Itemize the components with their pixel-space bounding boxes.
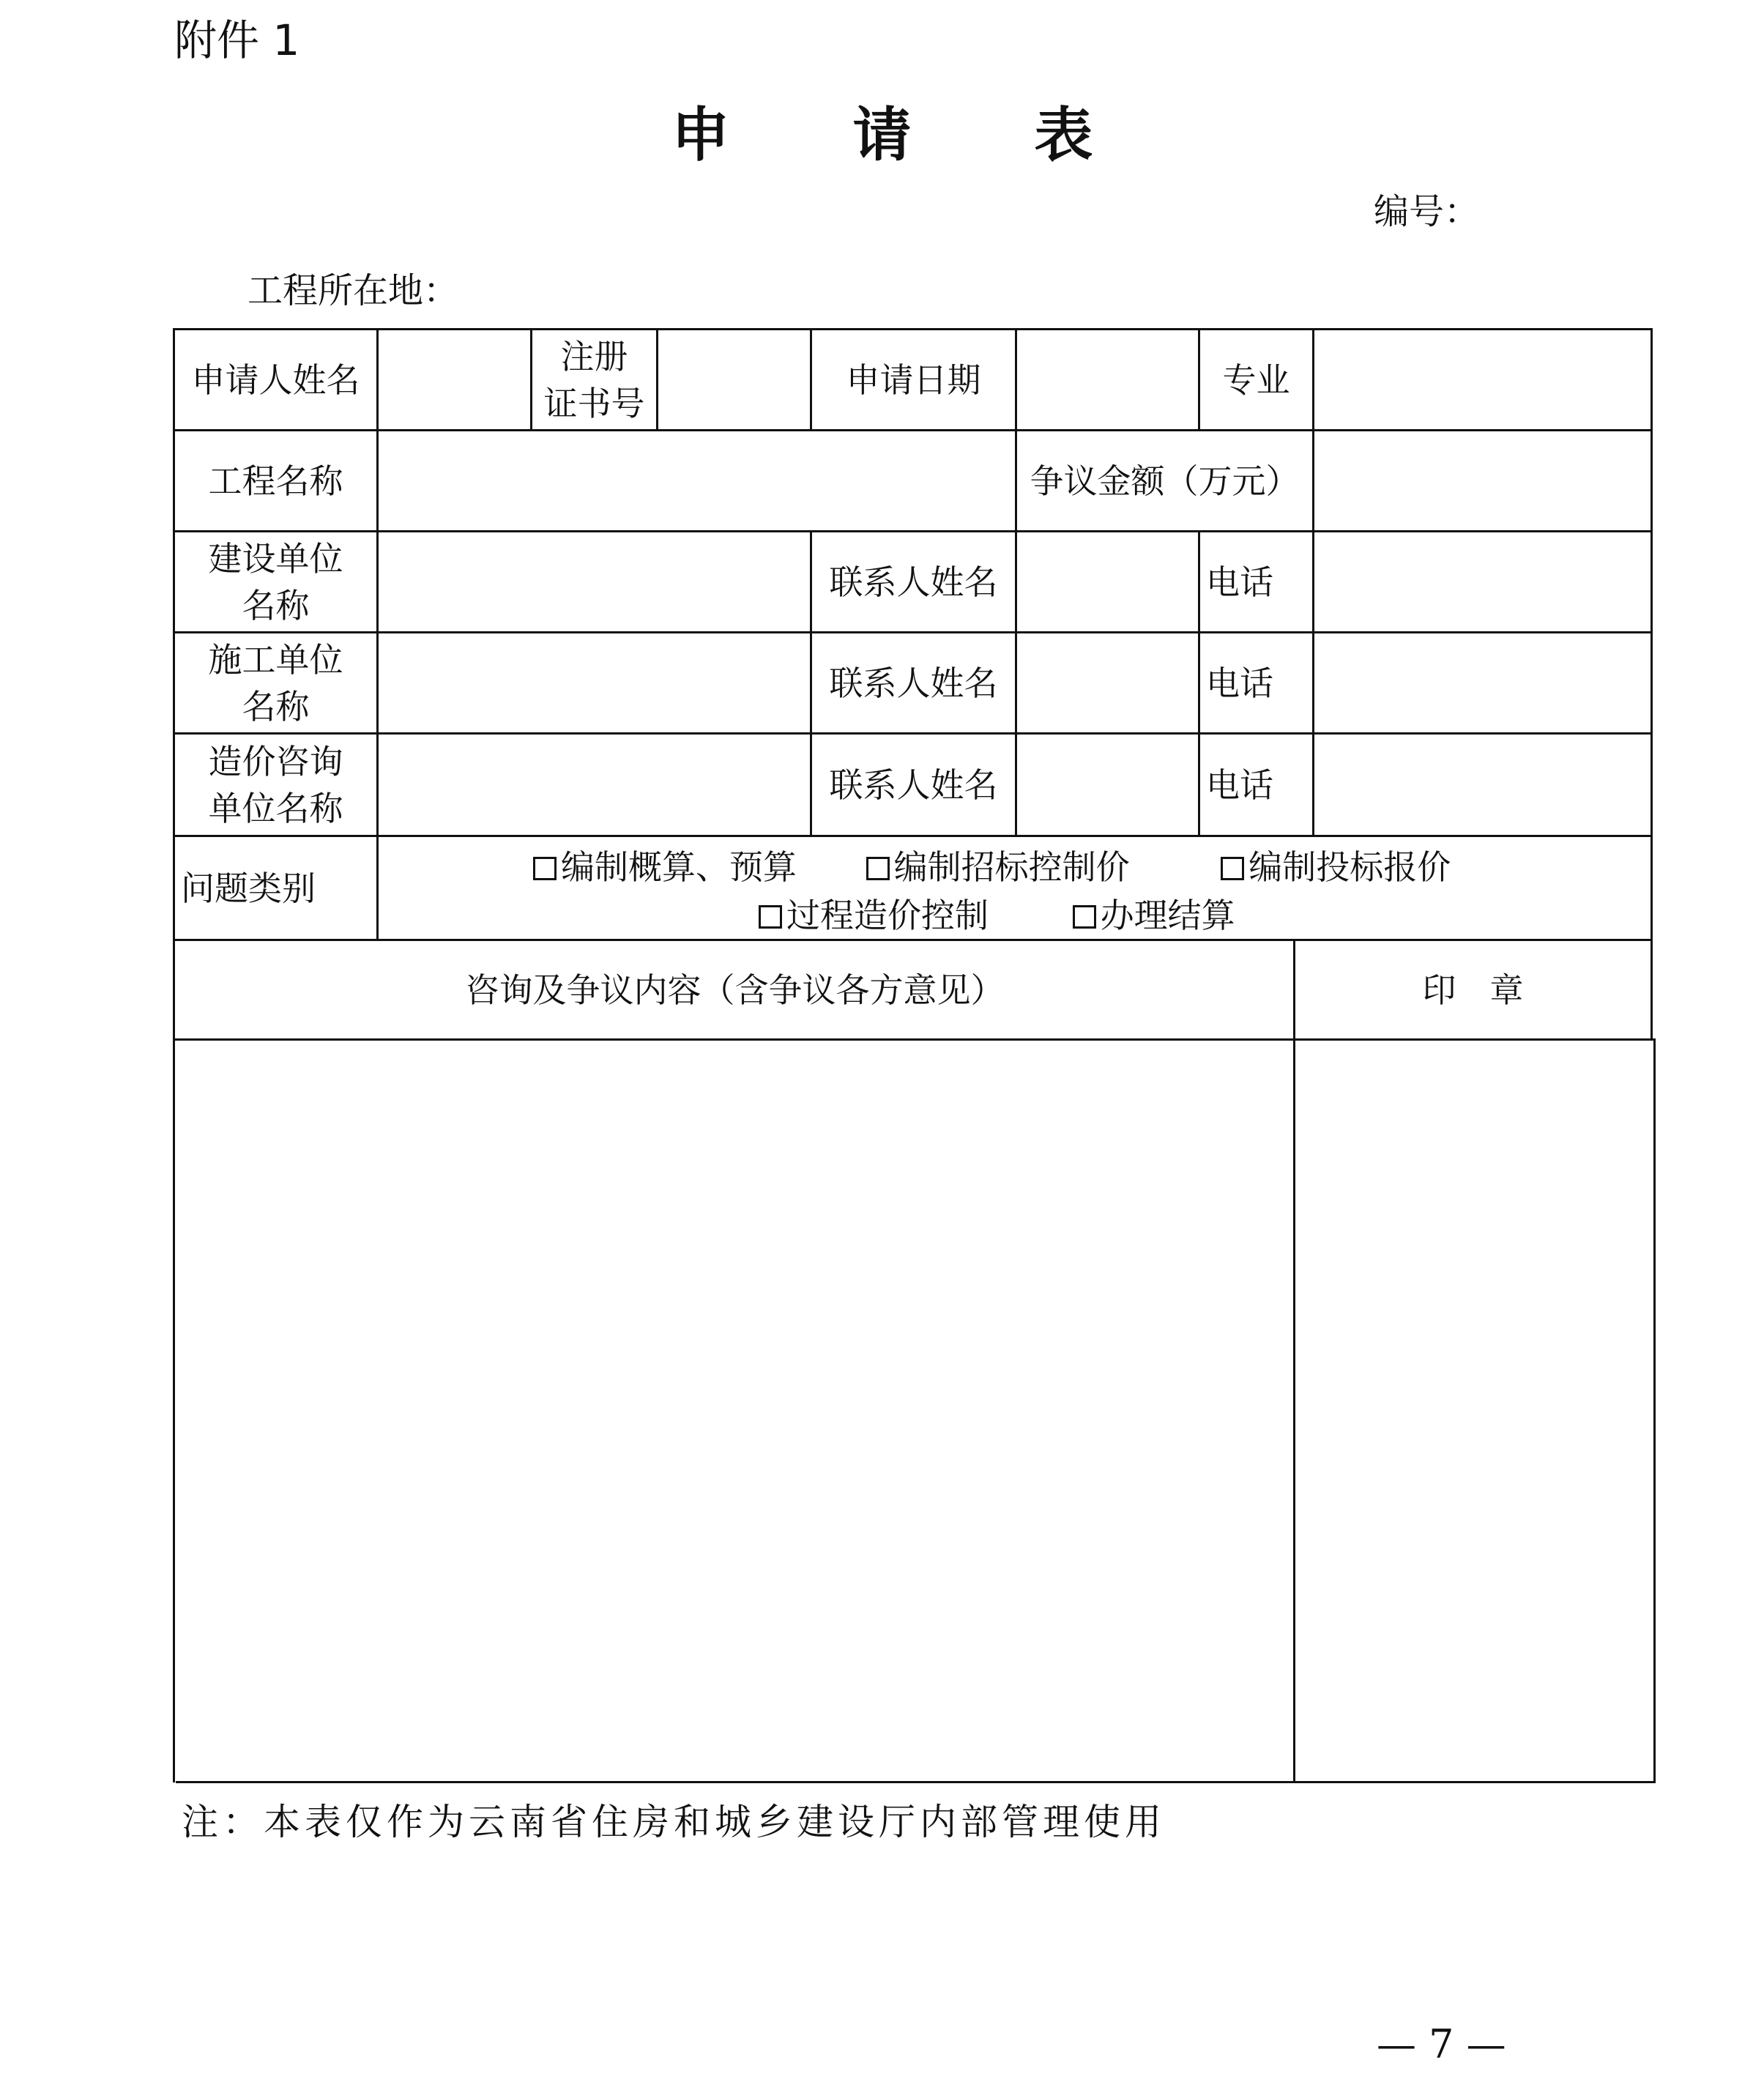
applicant-name-field[interactable] bbox=[379, 330, 530, 429]
attachment-label: 附件 1 bbox=[174, 15, 300, 65]
page-number: — 7 — bbox=[1377, 2021, 1506, 2067]
consultant-label-line2: 单位名称 bbox=[208, 788, 343, 828]
consultant-phone-label: 电话 bbox=[1206, 765, 1273, 805]
seal-field[interactable] bbox=[1295, 1041, 1653, 1781]
issue-option[interactable]: 编制概算、预算 bbox=[533, 841, 797, 889]
certificate-label-line2: 证书号 bbox=[543, 383, 645, 423]
builder-phone-field[interactable] bbox=[1314, 532, 1651, 631]
table-border-bottom bbox=[176, 1781, 1655, 1783]
consultant-unit-field[interactable] bbox=[379, 735, 810, 835]
specialty-label: 专业 bbox=[1222, 360, 1290, 400]
issue-option[interactable]: 编制招标控制价 bbox=[866, 841, 1130, 889]
checkbox-icon[interactable] bbox=[1073, 905, 1096, 929]
serial-number-label: 编号： bbox=[1374, 191, 1480, 232]
constructor-unit-label bbox=[175, 633, 376, 732]
issue-option-row-1 bbox=[533, 841, 1451, 889]
consultant-unit-label bbox=[175, 735, 376, 835]
checkbox-icon[interactable] bbox=[533, 857, 557, 880]
footer-note: 注：本表仅作为云南省住房和城乡建设厅内部管理使用 bbox=[182, 1801, 1166, 1843]
constructor-label-line1: 施工单位 bbox=[208, 639, 343, 680]
issue-option-row-2 bbox=[759, 889, 1235, 937]
constructor-unit-field[interactable] bbox=[379, 633, 810, 732]
applicant-name-label: 申请人姓名 bbox=[191, 360, 360, 400]
consultant-contact-label: 联系人姓名 bbox=[829, 765, 998, 805]
consultant-label-line1: 造价咨询 bbox=[208, 741, 343, 781]
dispute-content-field[interactable] bbox=[176, 1041, 1293, 1781]
certificate-number-field[interactable] bbox=[658, 330, 810, 429]
apply-date-field[interactable] bbox=[1017, 330, 1198, 429]
specialty-field[interactable] bbox=[1314, 330, 1651, 429]
certificate-number-label bbox=[532, 330, 656, 429]
issue-option[interactable]: 编制投标报价 bbox=[1221, 841, 1451, 889]
issue-option[interactable]: 过程造价控制 bbox=[759, 889, 989, 937]
builder-phone-label: 电话 bbox=[1206, 562, 1273, 602]
builder-contact-label: 联系人姓名 bbox=[829, 562, 998, 602]
builder-contact-field[interactable] bbox=[1017, 532, 1198, 631]
consultant-phone-field[interactable] bbox=[1314, 735, 1651, 835]
constructor-contact-label: 联系人姓名 bbox=[829, 663, 998, 703]
table-border-right bbox=[1653, 1038, 1656, 1783]
dispute-amount-field[interactable] bbox=[1314, 431, 1651, 530]
consultant-contact-field[interactable] bbox=[1017, 735, 1198, 835]
issue-option[interactable]: 办理结算 bbox=[1073, 889, 1235, 937]
builder-unit-field[interactable] bbox=[379, 532, 810, 631]
project-location-label: 工程所在地： bbox=[248, 270, 459, 311]
certificate-label-line1: 注册 bbox=[560, 336, 628, 376]
issue-type-label: 问题类别 bbox=[181, 868, 316, 908]
table-rule bbox=[173, 835, 1651, 837]
builder-label-line2: 名称 bbox=[242, 585, 310, 625]
builder-unit-label bbox=[175, 532, 376, 631]
constructor-contact-field[interactable] bbox=[1017, 633, 1198, 732]
checkbox-icon[interactable] bbox=[759, 905, 782, 929]
content-header: 咨询及争议内容（含争议各方意见） bbox=[465, 970, 1005, 1010]
table-border-right bbox=[1651, 328, 1653, 1040]
apply-date-label: 申请日期 bbox=[846, 360, 981, 400]
builder-label-line1: 建设单位 bbox=[208, 538, 343, 579]
project-name-label: 工程名称 bbox=[208, 461, 343, 501]
checkbox-icon[interactable] bbox=[866, 857, 890, 880]
checkbox-icon[interactable] bbox=[1221, 857, 1244, 880]
constructor-phone-label: 电话 bbox=[1206, 663, 1273, 703]
constructor-label-line2: 名称 bbox=[242, 686, 310, 726]
constructor-phone-field[interactable] bbox=[1314, 633, 1651, 732]
project-name-field[interactable] bbox=[379, 431, 1015, 530]
seal-header: 印 章 bbox=[1422, 970, 1524, 1010]
page-title: 申 请 表 bbox=[671, 101, 1145, 169]
dispute-amount-label: 争议金额（万元） bbox=[1030, 461, 1300, 501]
